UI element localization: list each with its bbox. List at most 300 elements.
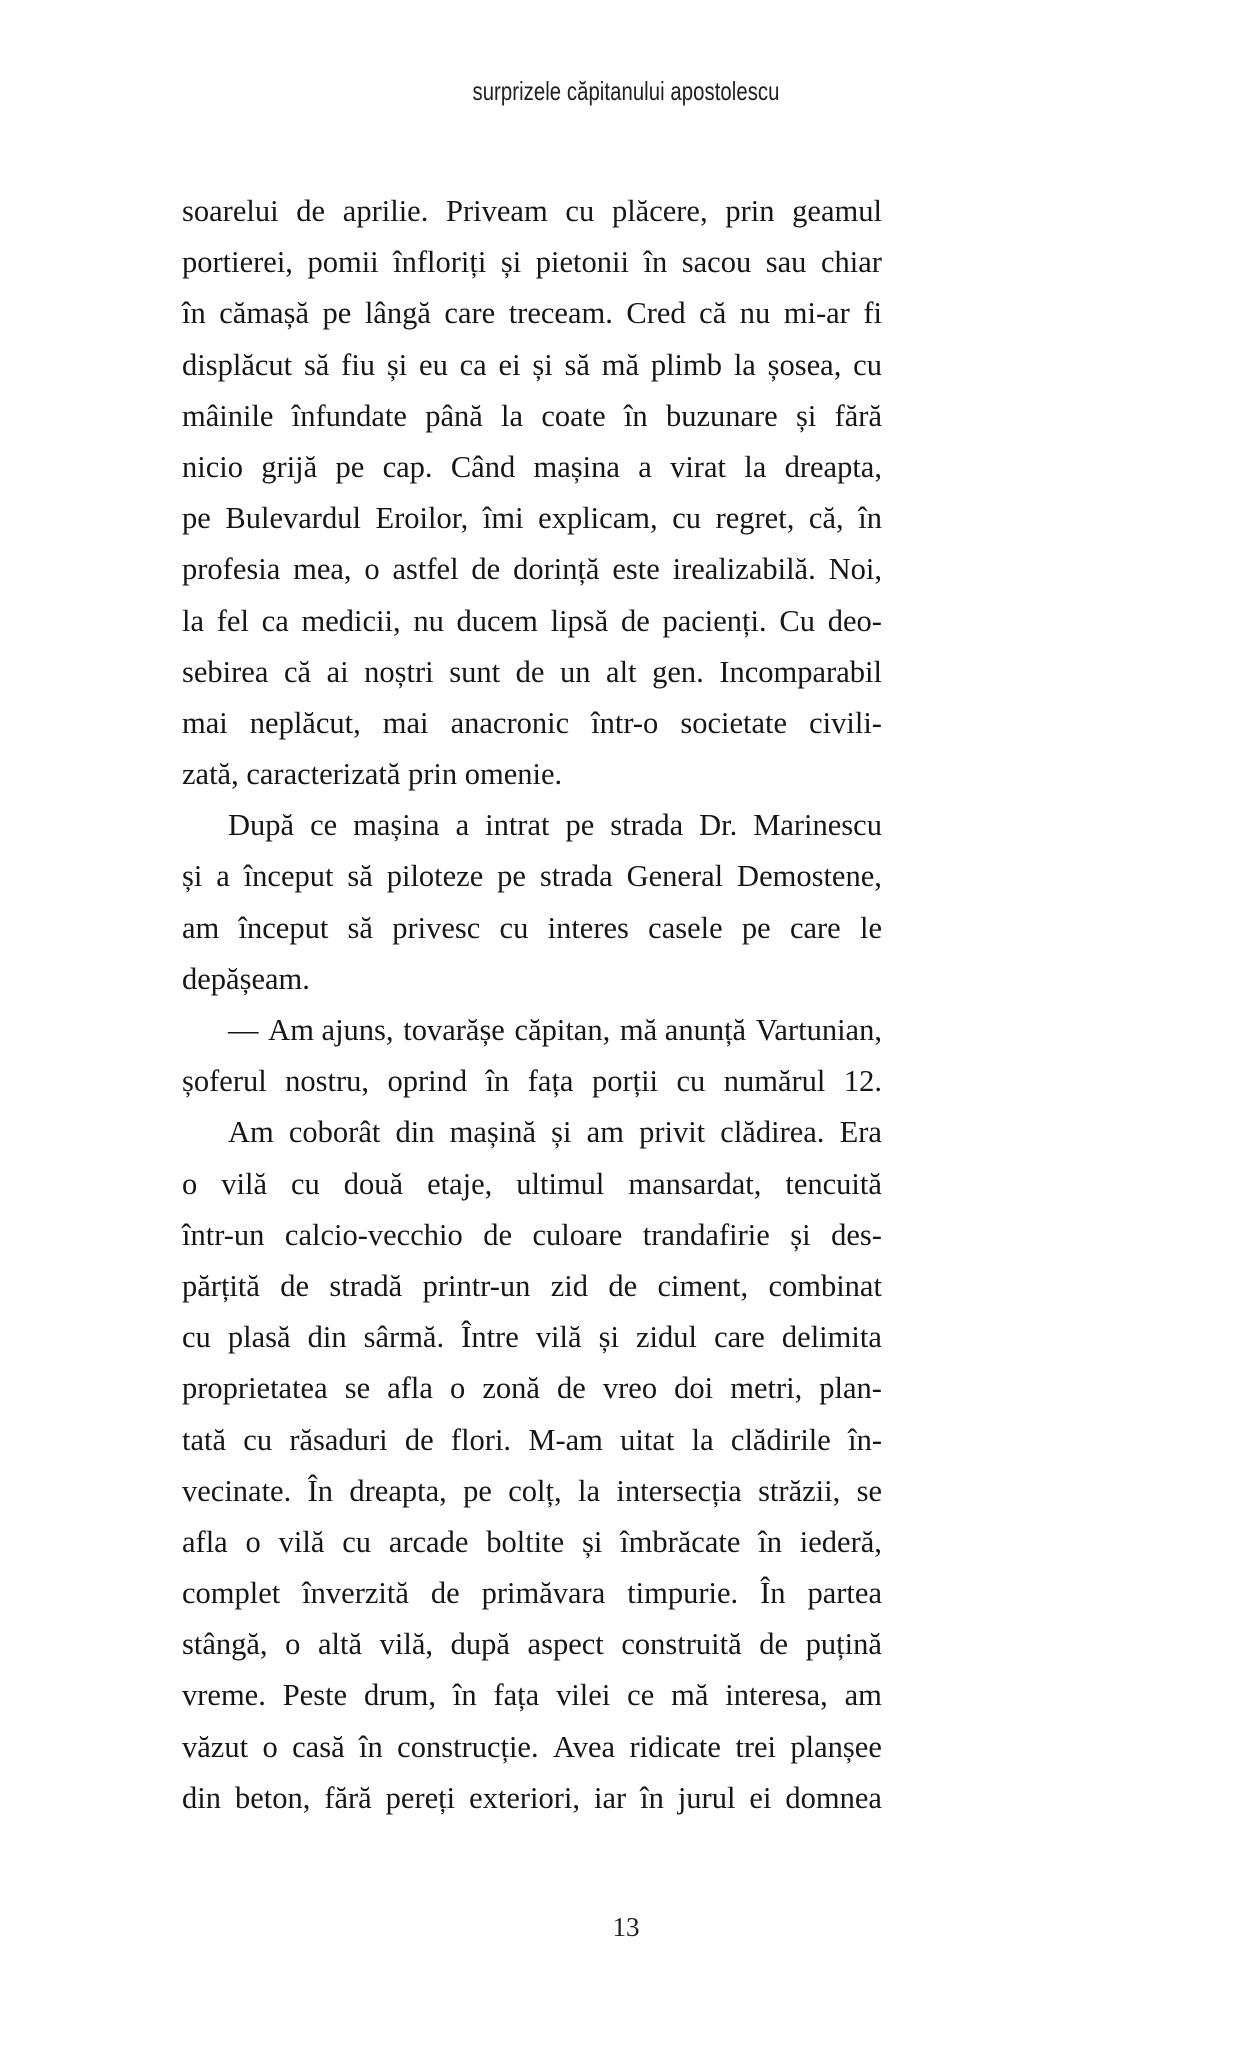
word: prin xyxy=(725,194,775,228)
word: beton, xyxy=(234,1780,311,1815)
word: ciment, xyxy=(657,1268,749,1303)
word: de xyxy=(515,654,545,689)
text-line: depășeam. xyxy=(182,961,310,996)
word: pe xyxy=(497,859,526,894)
word: jurul xyxy=(677,1780,736,1815)
word: este xyxy=(612,552,660,587)
word: și xyxy=(551,1115,572,1150)
word: lipsă xyxy=(550,603,609,638)
word: casele xyxy=(648,910,723,945)
text-line xyxy=(182,340,882,391)
word: Am ajuns, xyxy=(268,1013,394,1047)
word: pe xyxy=(463,1473,492,1508)
text-line xyxy=(182,288,882,339)
word: cu xyxy=(182,1320,211,1355)
word: început xyxy=(243,859,334,894)
word: un xyxy=(559,654,591,689)
word: am xyxy=(182,910,220,945)
text-line xyxy=(182,1773,882,1824)
word: displăcut xyxy=(182,347,293,382)
word: Demostene, xyxy=(737,859,882,894)
word: aprilie. xyxy=(342,194,429,228)
word: virat xyxy=(670,449,726,484)
word: puțină xyxy=(805,1627,882,1662)
word: flori. xyxy=(450,1422,512,1457)
word: regret, xyxy=(715,501,795,536)
text-line xyxy=(182,647,882,698)
word: dorință xyxy=(513,552,600,587)
word: piloteze xyxy=(386,859,484,894)
text-line xyxy=(182,851,882,902)
word: deo- xyxy=(827,603,882,638)
text-line xyxy=(182,1312,882,1363)
word: tencuită xyxy=(785,1166,882,1201)
word: plan- xyxy=(819,1371,882,1406)
word: că xyxy=(283,654,312,689)
word: mea, xyxy=(293,552,352,587)
word: care xyxy=(444,296,496,331)
word: Vartunian, xyxy=(755,1013,882,1047)
text-line xyxy=(182,1005,882,1056)
word: mi-ar xyxy=(783,296,850,331)
word: o xyxy=(364,552,380,587)
text-line xyxy=(182,800,882,851)
word: la xyxy=(733,347,756,382)
text-line xyxy=(182,442,882,493)
word: Când xyxy=(450,449,516,484)
word: mașina xyxy=(353,808,440,843)
word: pe xyxy=(741,910,771,945)
word: profesia xyxy=(182,552,281,587)
word: trandafirie xyxy=(642,1217,770,1252)
word: ai xyxy=(326,654,349,689)
word: nu xyxy=(739,296,771,331)
word: în xyxy=(182,296,206,331)
word: anacronic xyxy=(450,705,570,740)
word: delimita xyxy=(781,1320,882,1355)
word: zid xyxy=(550,1268,588,1303)
word: 12. xyxy=(843,1064,882,1099)
body-text-block xyxy=(182,186,882,1824)
word: nicio xyxy=(182,449,243,484)
word: la xyxy=(744,449,767,484)
word: intersecția xyxy=(616,1473,742,1508)
word: sebirea xyxy=(182,654,269,689)
word: ducem xyxy=(456,603,538,638)
word: Cu xyxy=(779,603,815,638)
word: să xyxy=(347,910,373,945)
word: și xyxy=(500,245,522,280)
word: înfloriți xyxy=(393,245,487,280)
word: ce xyxy=(627,1678,655,1713)
word: societate xyxy=(680,705,788,740)
word: cu xyxy=(565,194,595,228)
word: mașină xyxy=(449,1115,537,1150)
word: îmi xyxy=(482,501,524,536)
word: fi xyxy=(863,296,882,331)
word: M-am xyxy=(528,1422,603,1457)
word: gen. xyxy=(652,654,704,689)
word: plasă xyxy=(227,1320,291,1355)
word: metri, xyxy=(730,1371,803,1406)
word: trei xyxy=(735,1729,777,1764)
word: căpitan, xyxy=(514,1013,611,1047)
word: văzut xyxy=(182,1729,249,1764)
text-line xyxy=(182,1159,882,1210)
word: ca xyxy=(459,347,487,382)
word: — xyxy=(228,1013,259,1047)
word: mă xyxy=(671,1678,709,1713)
word: iederă, xyxy=(799,1524,882,1559)
word: vecinate. xyxy=(182,1473,292,1508)
word: În xyxy=(307,1473,334,1508)
word: complet xyxy=(182,1576,281,1611)
word: exteriori, xyxy=(469,1780,581,1815)
word: civili- xyxy=(809,705,882,740)
text-line xyxy=(182,1466,882,1517)
word: a xyxy=(455,808,470,843)
word: în xyxy=(758,1524,782,1559)
word: plăcere, xyxy=(611,194,708,228)
word: zonă xyxy=(482,1371,540,1406)
word: timpurie. xyxy=(627,1576,739,1611)
word: sunt xyxy=(449,654,501,689)
word: grijă xyxy=(261,449,318,484)
word: din xyxy=(395,1115,435,1150)
word: din xyxy=(182,1780,221,1815)
word: că, xyxy=(808,501,844,536)
word: vilei xyxy=(556,1678,611,1713)
word: irealizabilă. xyxy=(672,552,816,587)
word: culoare xyxy=(532,1217,623,1252)
word: privesc xyxy=(392,910,481,945)
word: două xyxy=(343,1166,404,1201)
word: aspect xyxy=(527,1627,604,1662)
word: nu xyxy=(413,603,444,638)
word: sârmă. xyxy=(363,1320,445,1355)
word: de xyxy=(620,603,650,638)
word: privit xyxy=(639,1115,706,1150)
word: mâinile xyxy=(182,398,274,433)
word: Noi, xyxy=(828,552,882,587)
word: explicam, xyxy=(538,501,658,536)
word: dreapta, xyxy=(349,1473,447,1508)
word: șoferul xyxy=(182,1064,267,1099)
word: construită xyxy=(621,1627,742,1662)
word: arcade xyxy=(388,1524,469,1559)
word: și xyxy=(182,859,203,894)
text-line xyxy=(182,1722,882,1773)
word: Eroilor, xyxy=(375,501,469,536)
word: mai xyxy=(382,705,429,740)
text-line: zată, caracterizată prin omenie. xyxy=(182,757,563,792)
word: în xyxy=(452,1678,477,1713)
word: de xyxy=(280,1268,310,1303)
word: plimb xyxy=(650,347,722,382)
word: să xyxy=(564,347,590,382)
word: Era xyxy=(839,1115,882,1150)
word: intrat xyxy=(485,808,550,843)
word: să xyxy=(303,347,330,382)
word: la xyxy=(182,603,205,638)
word: într-o xyxy=(591,705,659,740)
word: cu xyxy=(499,910,529,945)
word: înfundate xyxy=(291,398,407,433)
word: portierei, xyxy=(182,245,293,280)
text-line xyxy=(182,1107,882,1158)
word: răsaduri xyxy=(289,1422,388,1457)
word: fața xyxy=(527,1064,574,1099)
word: strada xyxy=(539,859,613,894)
word: fără xyxy=(834,398,882,433)
word: am xyxy=(586,1115,624,1150)
word: ridicate xyxy=(629,1729,721,1764)
word: cu xyxy=(672,501,701,536)
word: doi xyxy=(674,1371,714,1406)
word: înverzită xyxy=(302,1576,409,1611)
word: nostru, xyxy=(285,1064,370,1099)
text-line xyxy=(182,1670,882,1721)
word: noștri xyxy=(364,654,434,689)
word: de xyxy=(483,1217,513,1252)
word: mă xyxy=(601,347,640,382)
text-line xyxy=(182,1517,882,1568)
word: și xyxy=(532,347,553,382)
word: După xyxy=(228,808,295,843)
word: cu xyxy=(676,1064,706,1099)
word: cu xyxy=(291,1166,320,1201)
text-line xyxy=(182,544,882,595)
word: construcție. xyxy=(397,1729,539,1764)
word: vilă xyxy=(221,1166,267,1201)
word: la xyxy=(691,1422,714,1457)
word: drum, xyxy=(363,1678,436,1713)
word: oprind xyxy=(387,1064,468,1099)
word: de xyxy=(430,1576,460,1611)
word: partea xyxy=(807,1576,882,1611)
word: tovarășe xyxy=(403,1013,505,1047)
word: interes xyxy=(547,910,629,945)
word: porții xyxy=(591,1064,659,1099)
text-line xyxy=(182,237,882,288)
word: Între xyxy=(461,1320,519,1355)
text-line xyxy=(182,1261,882,1312)
word: treceam. xyxy=(508,296,613,331)
word: Am xyxy=(228,1115,274,1150)
word: pe xyxy=(565,808,595,843)
word: pomii xyxy=(307,245,379,280)
word: zidul xyxy=(636,1320,698,1355)
text-line xyxy=(182,1210,882,1261)
word: în xyxy=(640,1780,664,1815)
word: pe xyxy=(322,296,352,331)
word: îmbrăcate xyxy=(620,1524,741,1559)
word: stângă, xyxy=(182,1627,268,1662)
word: Incomparabil xyxy=(719,654,882,689)
text-line xyxy=(182,1363,882,1414)
word: ce xyxy=(310,808,338,843)
word: pietonii xyxy=(535,245,629,280)
word: în xyxy=(359,1729,383,1764)
word: în xyxy=(485,1064,510,1099)
word: la xyxy=(578,1473,601,1508)
word: coate xyxy=(541,398,606,433)
word: vilă, xyxy=(379,1627,434,1662)
word: interesa, xyxy=(725,1678,828,1713)
word: că xyxy=(699,296,727,331)
word: proprietatea xyxy=(182,1371,328,1406)
word: în- xyxy=(848,1422,882,1457)
word: până xyxy=(425,398,483,433)
word: alt xyxy=(606,654,637,689)
word: cu xyxy=(243,1422,273,1457)
word: fără xyxy=(324,1780,372,1815)
word: de xyxy=(557,1371,586,1406)
word: într-un xyxy=(182,1217,265,1252)
word: după xyxy=(450,1627,510,1662)
word: boltite xyxy=(486,1524,565,1559)
word: și xyxy=(386,347,408,382)
word: de xyxy=(608,1268,638,1303)
word: mașina xyxy=(533,449,620,484)
text-line xyxy=(182,493,882,544)
word: colț, xyxy=(508,1473,562,1508)
word: primăvara xyxy=(481,1576,606,1611)
word: de xyxy=(404,1422,434,1457)
word: fața xyxy=(493,1678,540,1713)
word: a xyxy=(216,859,230,894)
word: des- xyxy=(831,1217,882,1252)
word: General xyxy=(626,859,724,894)
word: și xyxy=(795,398,817,433)
word: buzunare xyxy=(665,398,778,433)
word: cu xyxy=(342,1524,371,1559)
word: uitat xyxy=(620,1422,675,1457)
word: de xyxy=(759,1627,789,1662)
word: mă anunță xyxy=(619,1013,747,1047)
word: lângă xyxy=(364,296,431,331)
word: clădirea. xyxy=(720,1115,825,1150)
word: Bulevardul xyxy=(225,501,361,536)
word: o xyxy=(182,1166,198,1201)
text-line xyxy=(182,1619,882,1670)
word: Priveam xyxy=(446,194,548,228)
word: eu xyxy=(419,347,448,382)
word: o xyxy=(285,1627,301,1662)
word: mansardat, xyxy=(628,1166,762,1201)
word: vilă xyxy=(535,1320,582,1355)
word: ei xyxy=(749,1780,772,1815)
word: dreapta, xyxy=(784,449,882,484)
word: printr-un xyxy=(422,1268,531,1303)
word: afla xyxy=(387,1371,433,1406)
word: pe xyxy=(182,501,211,536)
word: tată xyxy=(182,1422,227,1457)
word: vilă xyxy=(278,1524,325,1559)
word: ultimul xyxy=(516,1166,605,1201)
page-number: 13 xyxy=(612,1912,640,1942)
word: Marinescu xyxy=(753,808,882,843)
word: le xyxy=(859,910,882,945)
word: clădirile xyxy=(730,1422,831,1457)
word: numărul xyxy=(723,1064,826,1099)
word: care xyxy=(789,910,841,945)
word: calcio-vecchio xyxy=(284,1217,463,1252)
word: o xyxy=(262,1729,278,1764)
word: Cred xyxy=(626,296,686,331)
text-line xyxy=(182,698,882,749)
word: altă xyxy=(318,1627,363,1662)
word: afla xyxy=(182,1524,228,1559)
running-head: surprizele căpitanului apostolescu xyxy=(472,76,780,106)
text-line xyxy=(182,1568,882,1619)
word: astfel xyxy=(392,552,459,587)
word: Avea xyxy=(553,1729,616,1764)
word: o xyxy=(245,1524,261,1559)
word: neplăcut, xyxy=(249,705,361,740)
word: geamul xyxy=(792,194,882,228)
word: și xyxy=(790,1217,811,1252)
word: vreme. xyxy=(182,1678,266,1713)
word: pereți xyxy=(385,1780,456,1815)
word: cămașă xyxy=(219,296,309,331)
word: vreo xyxy=(602,1371,658,1406)
word: ca xyxy=(261,603,289,638)
word: sau xyxy=(765,245,807,280)
text-line xyxy=(182,1415,882,1466)
word: șosea, xyxy=(767,347,842,382)
word: domnea xyxy=(785,1780,882,1815)
text-line xyxy=(182,903,882,954)
word: cap. xyxy=(382,449,433,484)
word: Dr. xyxy=(699,808,738,843)
text-line xyxy=(182,1056,882,1107)
word: chiar xyxy=(820,245,882,280)
text-line xyxy=(182,391,882,442)
word: sacou xyxy=(681,245,752,280)
text-line xyxy=(182,596,882,647)
word: pacienți. xyxy=(662,603,767,638)
word: în xyxy=(623,398,648,433)
word: în xyxy=(858,501,882,536)
word: etaje, xyxy=(427,1166,493,1201)
word: ei xyxy=(498,347,521,382)
word: cu xyxy=(853,347,882,382)
word: de xyxy=(471,552,501,587)
word: fiu xyxy=(341,347,376,382)
word: în xyxy=(643,245,668,280)
word: și xyxy=(581,1524,603,1559)
word: pe xyxy=(335,449,365,484)
word: Peste xyxy=(282,1678,348,1713)
word: o xyxy=(450,1371,466,1406)
word: se xyxy=(344,1371,371,1406)
word: combinat xyxy=(768,1268,882,1303)
word: coborât xyxy=(288,1115,381,1150)
word: planșee xyxy=(790,1729,882,1764)
word: de xyxy=(296,194,326,228)
word: care xyxy=(714,1320,765,1355)
word: și xyxy=(598,1320,619,1355)
word: la xyxy=(501,398,524,433)
word: casă xyxy=(292,1729,345,1764)
word: străzii, xyxy=(758,1473,841,1508)
word: fel xyxy=(216,603,249,638)
word: am xyxy=(844,1678,882,1713)
word: iar xyxy=(593,1780,627,1815)
word: strada xyxy=(610,808,684,843)
text-line xyxy=(182,186,882,237)
